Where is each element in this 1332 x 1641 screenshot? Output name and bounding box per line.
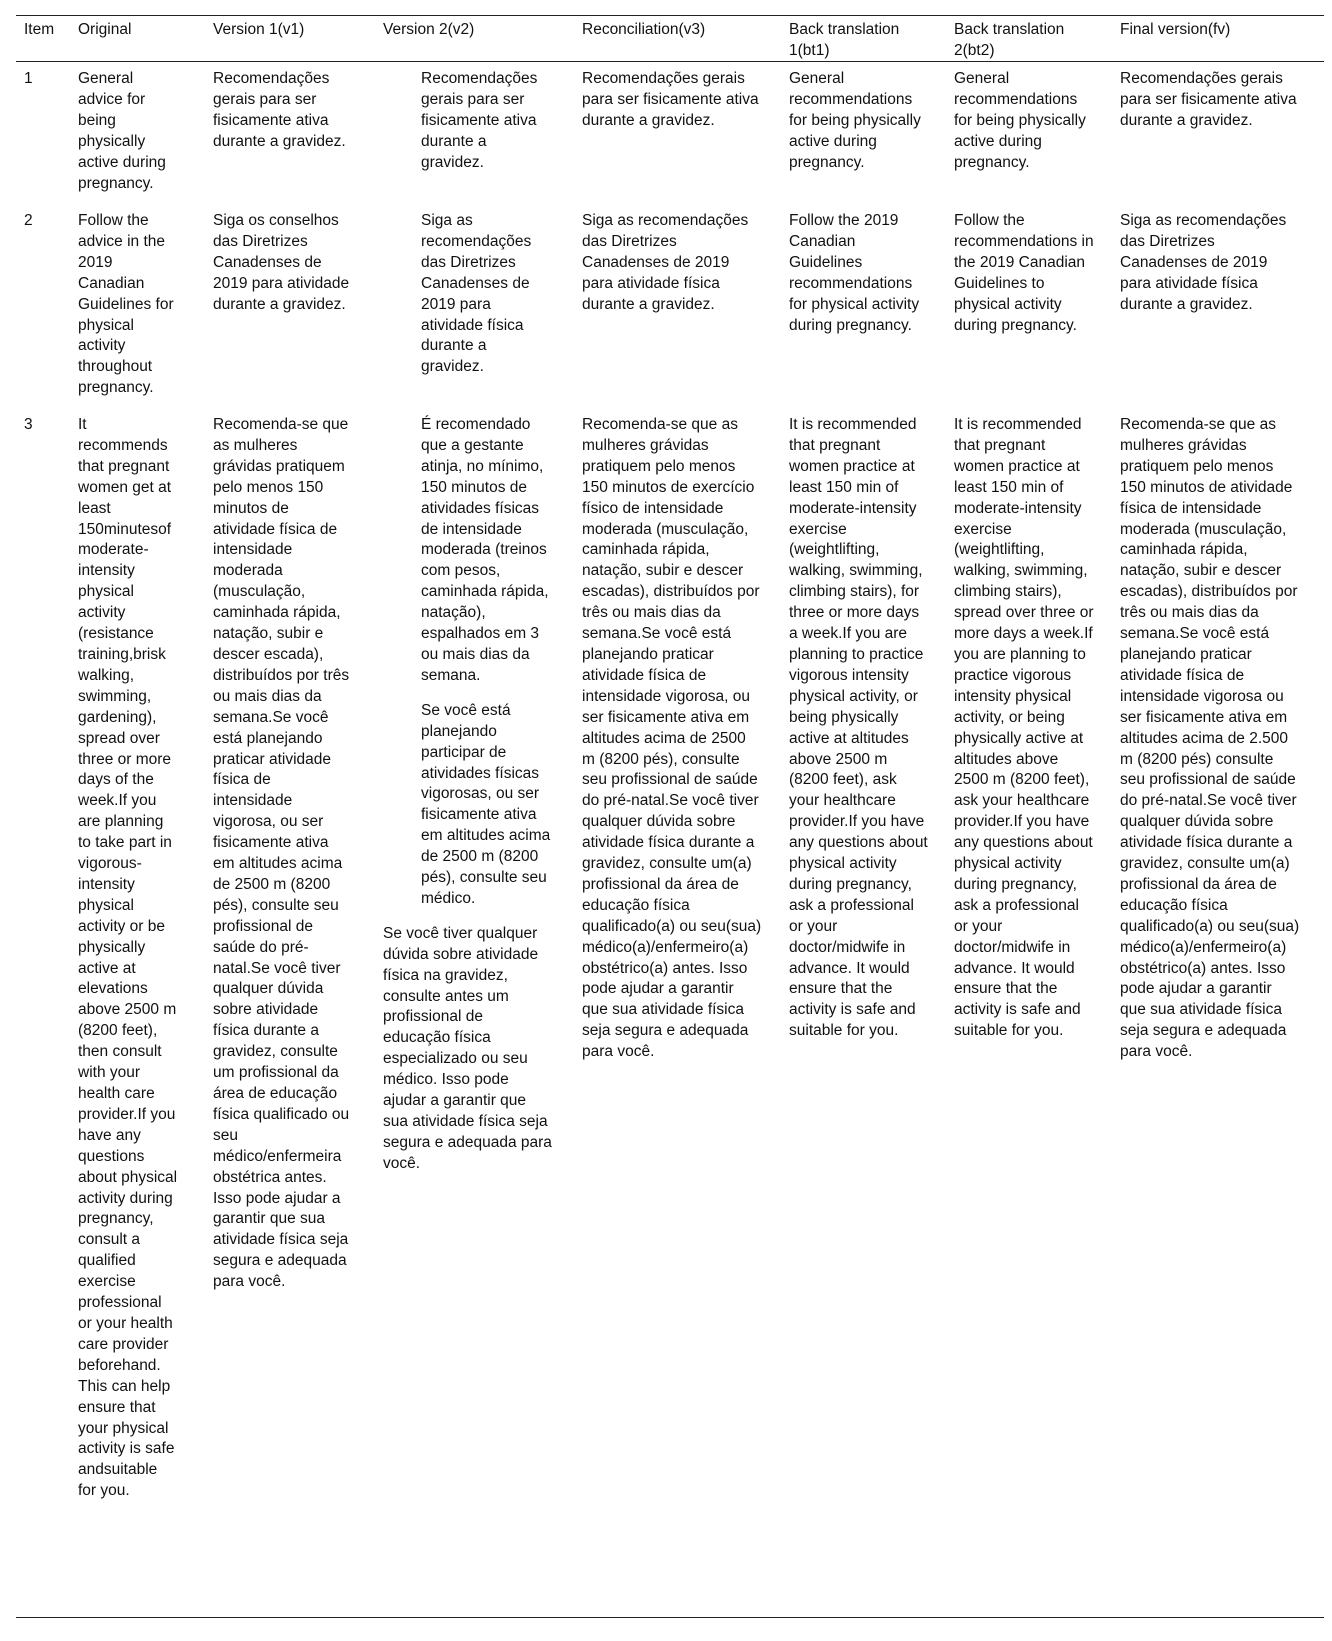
row-3-v2 <box>383 415 553 1175</box>
row-3-bt1: It is recommended that pregnant women practice at least 150 min of moderate-intensity exercise (weightlifting, walking, swimming, climbing stairs), for three or more days a week.If you are planning to practice vigorous intensity physical activity, or being physically active at altitudes above 2500 m (8200 feet), ask your healthcare provider.If you have any questions about physical activity during pregnancy, ask a professional or your doctor/midwife in advance. It would ensure that the activity is safe and suitable for you. <box>789 416 928 1040</box>
table-bottom-rule <box>16 1617 1324 1618</box>
row-2-v3: Siga as recomendações das Diretrizes Canadenses de 2019 para atividade física durante a gravidez. <box>582 212 749 313</box>
row-1-fv: Recomendações gerais para ser fisicamente ativa durante a gravidez. <box>1120 70 1297 129</box>
header-reconciliation: Reconciliation(v3) <box>582 21 706 38</box>
row-2-v2: Siga as recomendações das Diretrizes Canadenses de 2019 para atividade física durante a gravidez. <box>421 212 532 376</box>
header-back-translation-2: Back translation 2(bt2) <box>954 21 1065 59</box>
row-3-item: 3 <box>24 416 33 433</box>
header-original: Original <box>78 21 132 38</box>
row-3-v2-paragraph-1: É recomendado que a gestante atinja, no mínimo, 150 minutos de atividades físicas de intensidade moderada (treinos com pesos, caminhada rápida, natação), espalhados em 3 ou mais dias da semana. <box>421 416 549 684</box>
row-1-bt2: General recommendations for being physically active during pregnancy. <box>954 70 1086 171</box>
row-3-v1: Recomenda-se que as mulheres grávidas pratiquem pelo menos 150 minutos de atividade física de intensidade moderada (musculação, caminhada rápida, natação, subir e descer escada), distribuídos por três ou mais dias da semana.Se você está planejando praticar atividade física de intensidade vigorosa, ou ser fisicamente ativa em altitudes acima de 2500 m (8200 pés), consulte seu profissional de saúde do pré-natal.Se você tiver qualquer dúvida sobre atividade física durante a gravidez, consulte um profissional da área de educação física qualificado ou seu médico/enfermeira obstétrica antes. Isso pode ajudar a garantir que sua atividade física seja segura e adequada para você. <box>213 416 350 1291</box>
row-3-v2-paragraph-3: Se você tiver qualquer dúvida sobre atividade física na gravidez, consulte antes um profissional de educação física especializado ou seu médico. Isso pode ajudar a garantir que sua atividade física seja segura e adequada para você. <box>383 924 552 1172</box>
row-2-bt2: Follow the recommendations in the 2019 Canadian Guidelines to physical activity during pregnancy. <box>954 212 1094 334</box>
header-final-version: Final version(fv) <box>1120 21 1231 38</box>
header-back-translation-1: Back translation 1(bt1) <box>789 21 900 59</box>
row-1-v3: Recomendações gerais para ser fisicamente ativa durante a gravidez. <box>582 70 759 129</box>
header-version-2: Version 2(v2) <box>383 21 475 38</box>
row-1-original: General advice for being physically active during pregnancy. <box>78 70 166 192</box>
row-2-bt1: Follow the 2019 Canadian Guidelines recommendations for physical activity during pregnancy. <box>789 212 920 334</box>
table-header-rule <box>16 61 1324 62</box>
row-2-v1: Siga os conselhos das Diretrizes Canadenses de 2019 para atividade durante a gravidez. <box>213 212 350 313</box>
row-2-original: Follow the advice in the 2019 Canadian Guidelines for physical activity throughout pregnancy. <box>78 212 174 397</box>
row-1-item: 1 <box>24 70 33 87</box>
header-item: Item <box>24 21 55 38</box>
row-2-item: 2 <box>24 212 33 229</box>
row-3-bt2: It is recommended that pregnant women practice at least 150 min of moderate-intensity exercise (weightlifting, walking, swimming, climbing stairs), spread over three or more days a week.If you are planning to practice vigorous intensity physical activity, or being physically active at altitudes above 2500 m (8200 feet), ask your healthcare provider.If you have any questions about physical activity during pregnancy, ask a professional or your doctor/midwife in advance. It would ensure that the activity is safe and suitable for you. <box>954 416 1094 1040</box>
row-1-v1: Recomendações gerais para ser fisicamente ativa durante a gravidez. <box>213 70 346 150</box>
table-top-rule <box>16 15 1324 16</box>
row-3-v3: Recomenda-se que as mulheres grávidas pratiquem pelo menos 150 minutos de exercício físico de intensidade moderada (musculação, caminhada rápida, natação, subir e descer escadas), distribuídos por três ou mais dias da semana.Se você está planejando praticar atividade física de intensidade vigorosa, ou ser fisicamente ativa em altitudes acima de 2500 m (8200 pés), consulte seu profissional de saúde do pré-natal.Se você tiver qualquer dúvida sobre atividade física durante a gravidez, consulte um(a) profissional da área de educação física qualificado(a) ou seu(sua) médico(a)/enfermeiro(a) obstétrico(a) antes. Isso pode ajudar a garantir que sua atividade física seja segura e adequada para você. <box>582 416 762 1061</box>
row-1-v2: Recomendações gerais para ser fisicamente ativa durante a gravidez. <box>421 70 538 171</box>
row-2-fv: Siga as recomendações das Diretrizes Canadenses de 2019 para atividade física durante a gravidez. <box>1120 212 1287 313</box>
row-3-original: It recommends that pregnant women get at least 150minutesof moderate-intensity physical activity (resistance training,brisk walking, swimming, gardening), spread over three or more days of the week.If you are planning to take part in vigorous-intensity physical activity or be physically active at elevations above 2500 m (8200 feet), then consult with your health care provider.If you have any questions about physical activity during pregnancy, consult a qualified exercise professional or your health care provider beforehand. This can help ensure that your physical activity is safe andsuitable for you. <box>78 416 178 1500</box>
row-3-fv: Recomenda-se que as mulheres grávidas pratiquem pelo menos 150 minutos de atividade física de intensidade moderada (musculação, caminhada rápida, natação, subir e descer escadas), distribuídos por três ou mais dias da semana.Se você está planejando praticar atividade física de intensidade vigorosa ou ser fisicamente ativa em altitudes acima de 2.500 m (8200 pés) consulte seu profissional de saúde do pré-natal.Se você tiver qualquer dúvida sobre atividade física durante a gravidez, consulte um(a) profissional da área de educação física qualificado(a) ou seu(sua) médico(a)/enfermeiro(a) obstétrico(a) antes. Isso pode ajudar a garantir que sua atividade física seja segura e adequada para você. <box>1120 416 1300 1061</box>
row-3-v2-paragraph-2: Se você está planejando participar de atividades físicas vigorosas, ou ser fisicamente ativa em altitudes acima de 2500 m (8200 pés), consulte seu médico. <box>421 701 551 907</box>
header-version-1: Version 1(v1) <box>213 21 305 38</box>
row-1-bt1: General recommendations for being physically active during pregnancy. <box>789 70 921 171</box>
